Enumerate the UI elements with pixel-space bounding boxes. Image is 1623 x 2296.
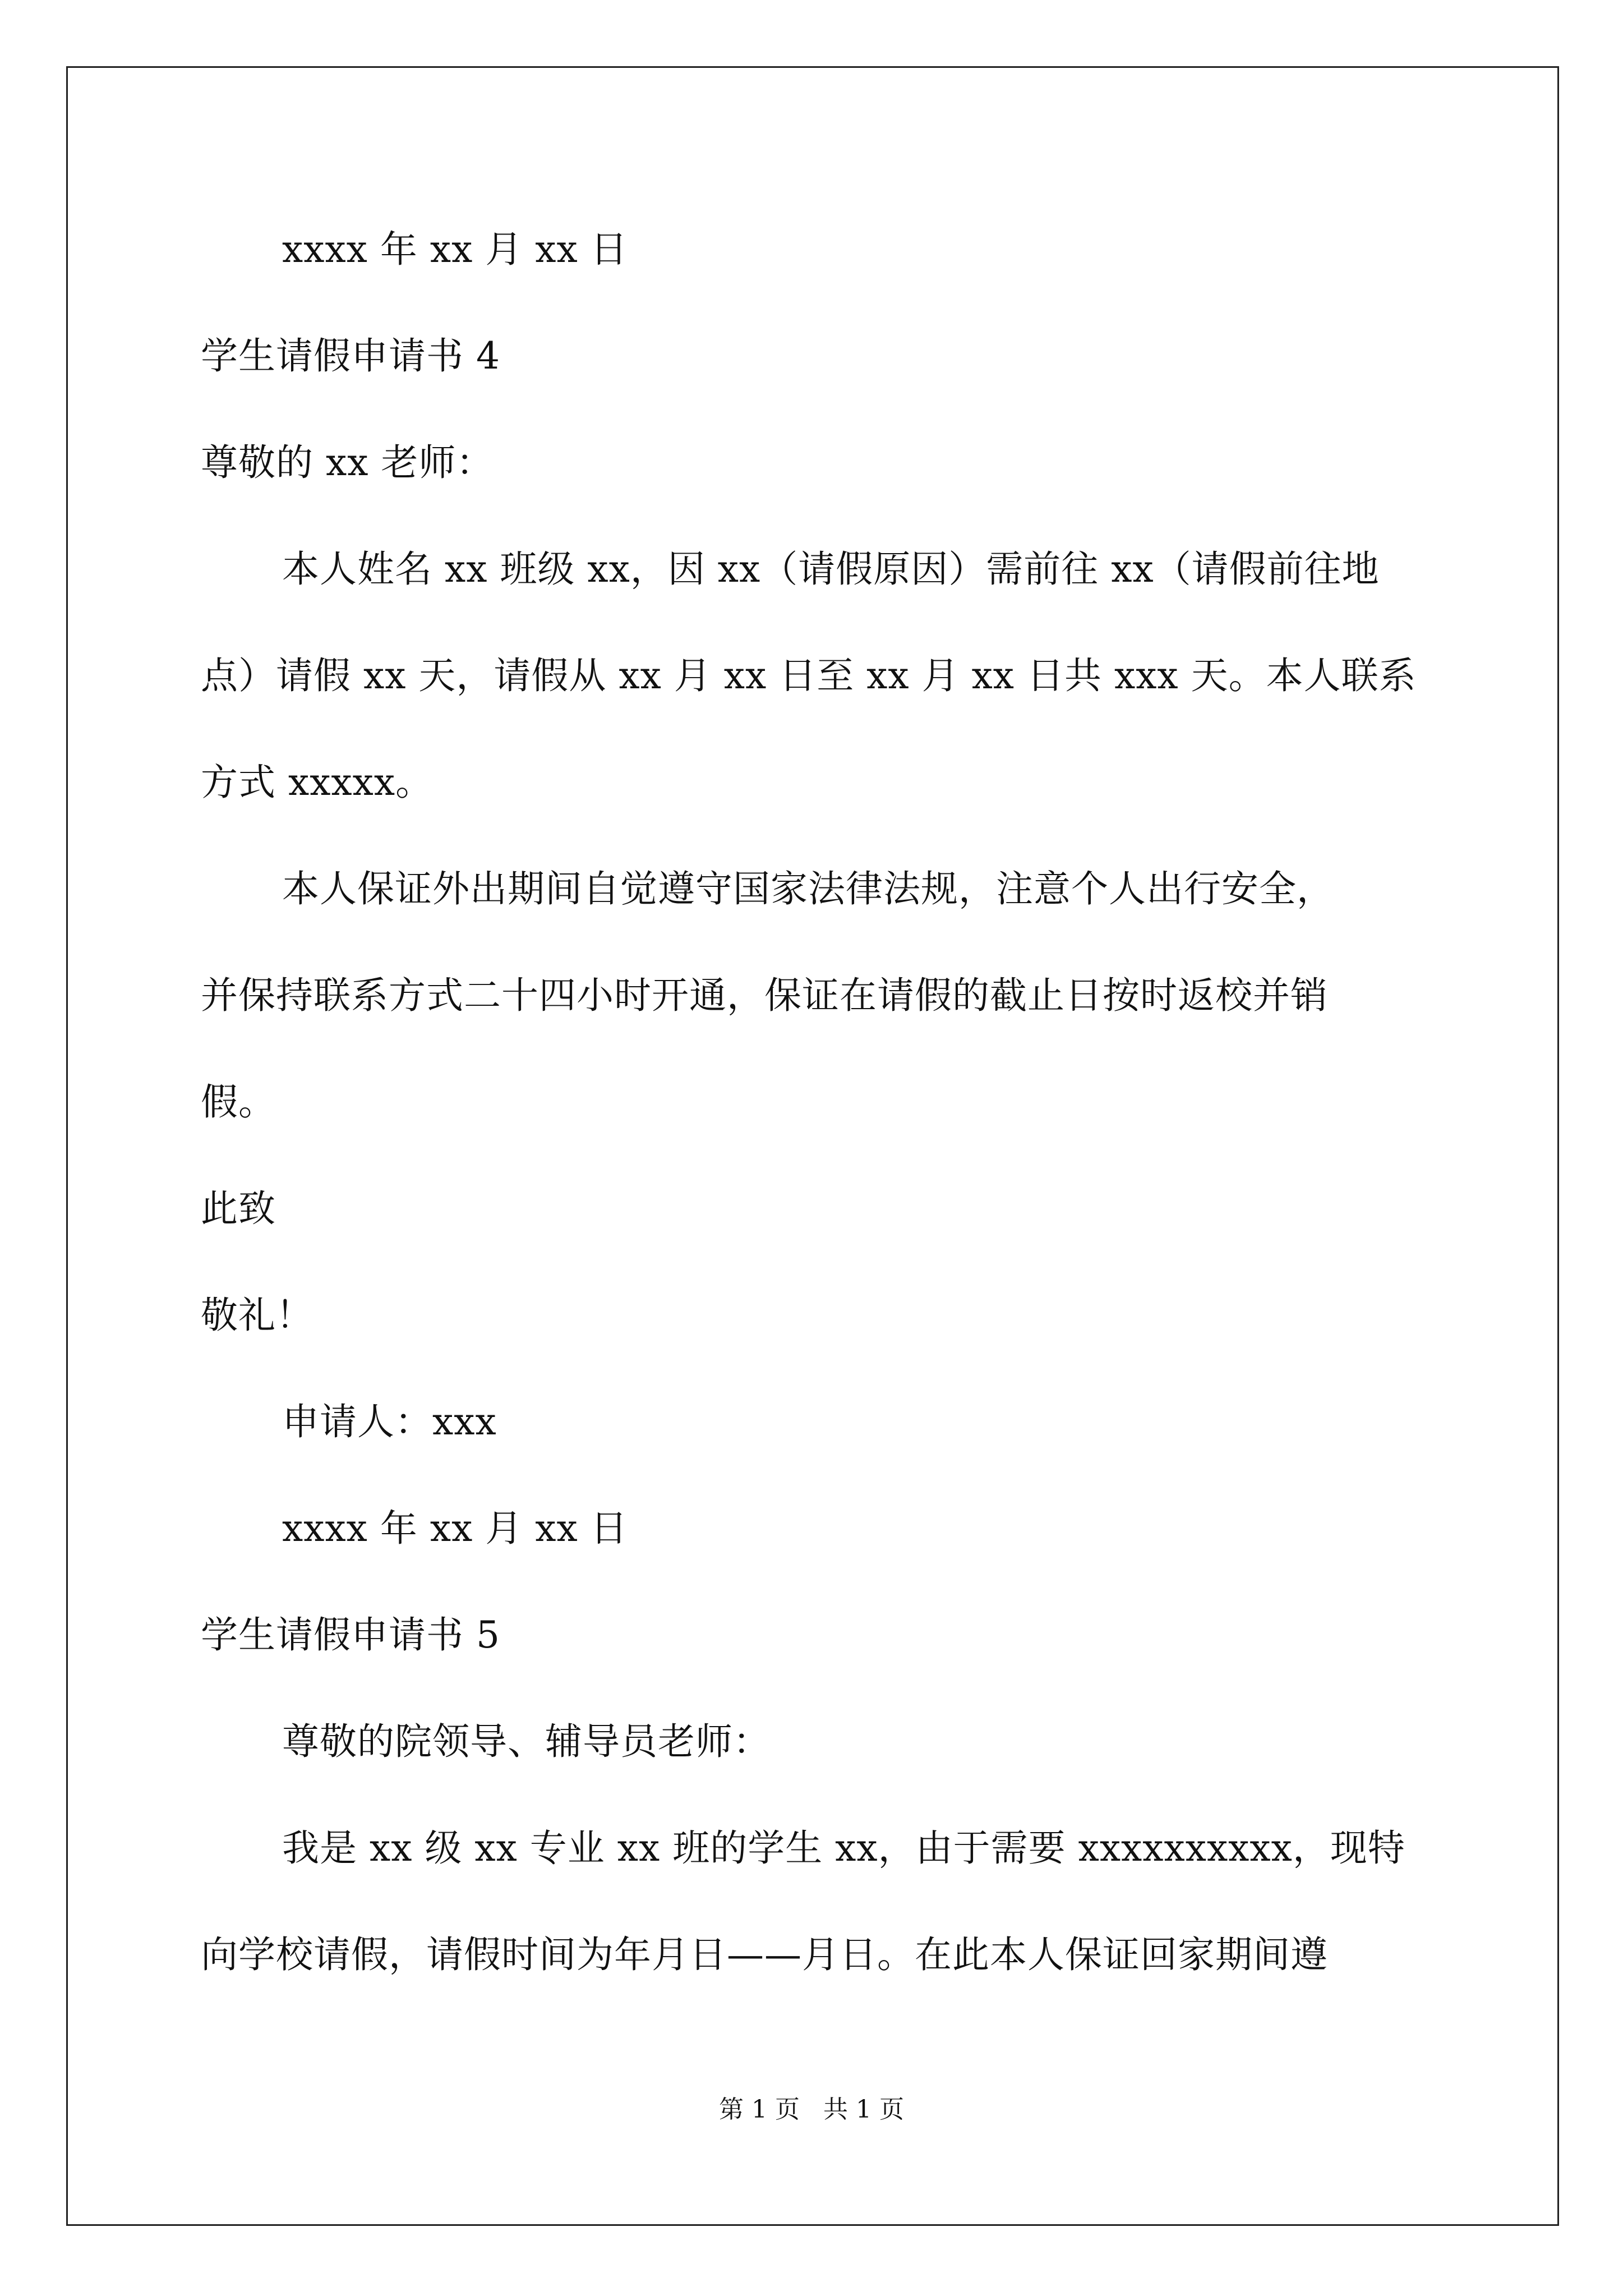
applicant-line: 申请人：xxx [282, 1400, 497, 1443]
section-title-4: 学生请假申请书 4 [201, 334, 500, 378]
body-paragraph-line: 并保持联系方式二十四小时开通，保证在请假的截止日按时返校并销 [201, 974, 1328, 1017]
date-line: xxxx 年 xx 月 xx 日 [282, 228, 628, 271]
body-paragraph-line: 假。 [201, 1080, 276, 1124]
closing-regards: 敬礼！ [201, 1294, 313, 1337]
body-paragraph-line: 向学校请假，请假时间为年月日——月日。在此本人保证回家期间遵 [201, 1933, 1328, 1976]
body-paragraph-line: 方式 xxxxx。 [201, 761, 434, 804]
page-footer: 第 1 页 共 1 页 [719, 2095, 904, 2124]
body-paragraph-line: 我是 xx 级 xx 专业 xx 班的学生 xx，由于需要 xxxxxxxxxx，现特 [282, 1826, 1405, 1870]
salutation: 尊敬的院领导、辅导员老师： [282, 1720, 771, 1763]
date-line: xxxx 年 xx 月 xx 日 [282, 1507, 628, 1550]
body-paragraph-line: 本人保证外出期间自觉遵守国家法律法规，注意个人出行安全， [282, 867, 1334, 910]
salutation: 尊敬的 xx 老师： [201, 441, 494, 484]
body-paragraph-line: 点）请假 xx 天，请假从 xx 月 xx 日至 xx 月 xx 日共 xxx 天。本人联系 [201, 654, 1417, 697]
section-title-5: 学生请假申请书 5 [201, 1613, 500, 1657]
closing-line: 此致 [201, 1187, 276, 1230]
body-paragraph-line: 本人姓名 xx 班级 xx，因 xx（请假原因）需前往 xx（请假前往地 [282, 547, 1380, 591]
page-border [66, 66, 1559, 2226]
